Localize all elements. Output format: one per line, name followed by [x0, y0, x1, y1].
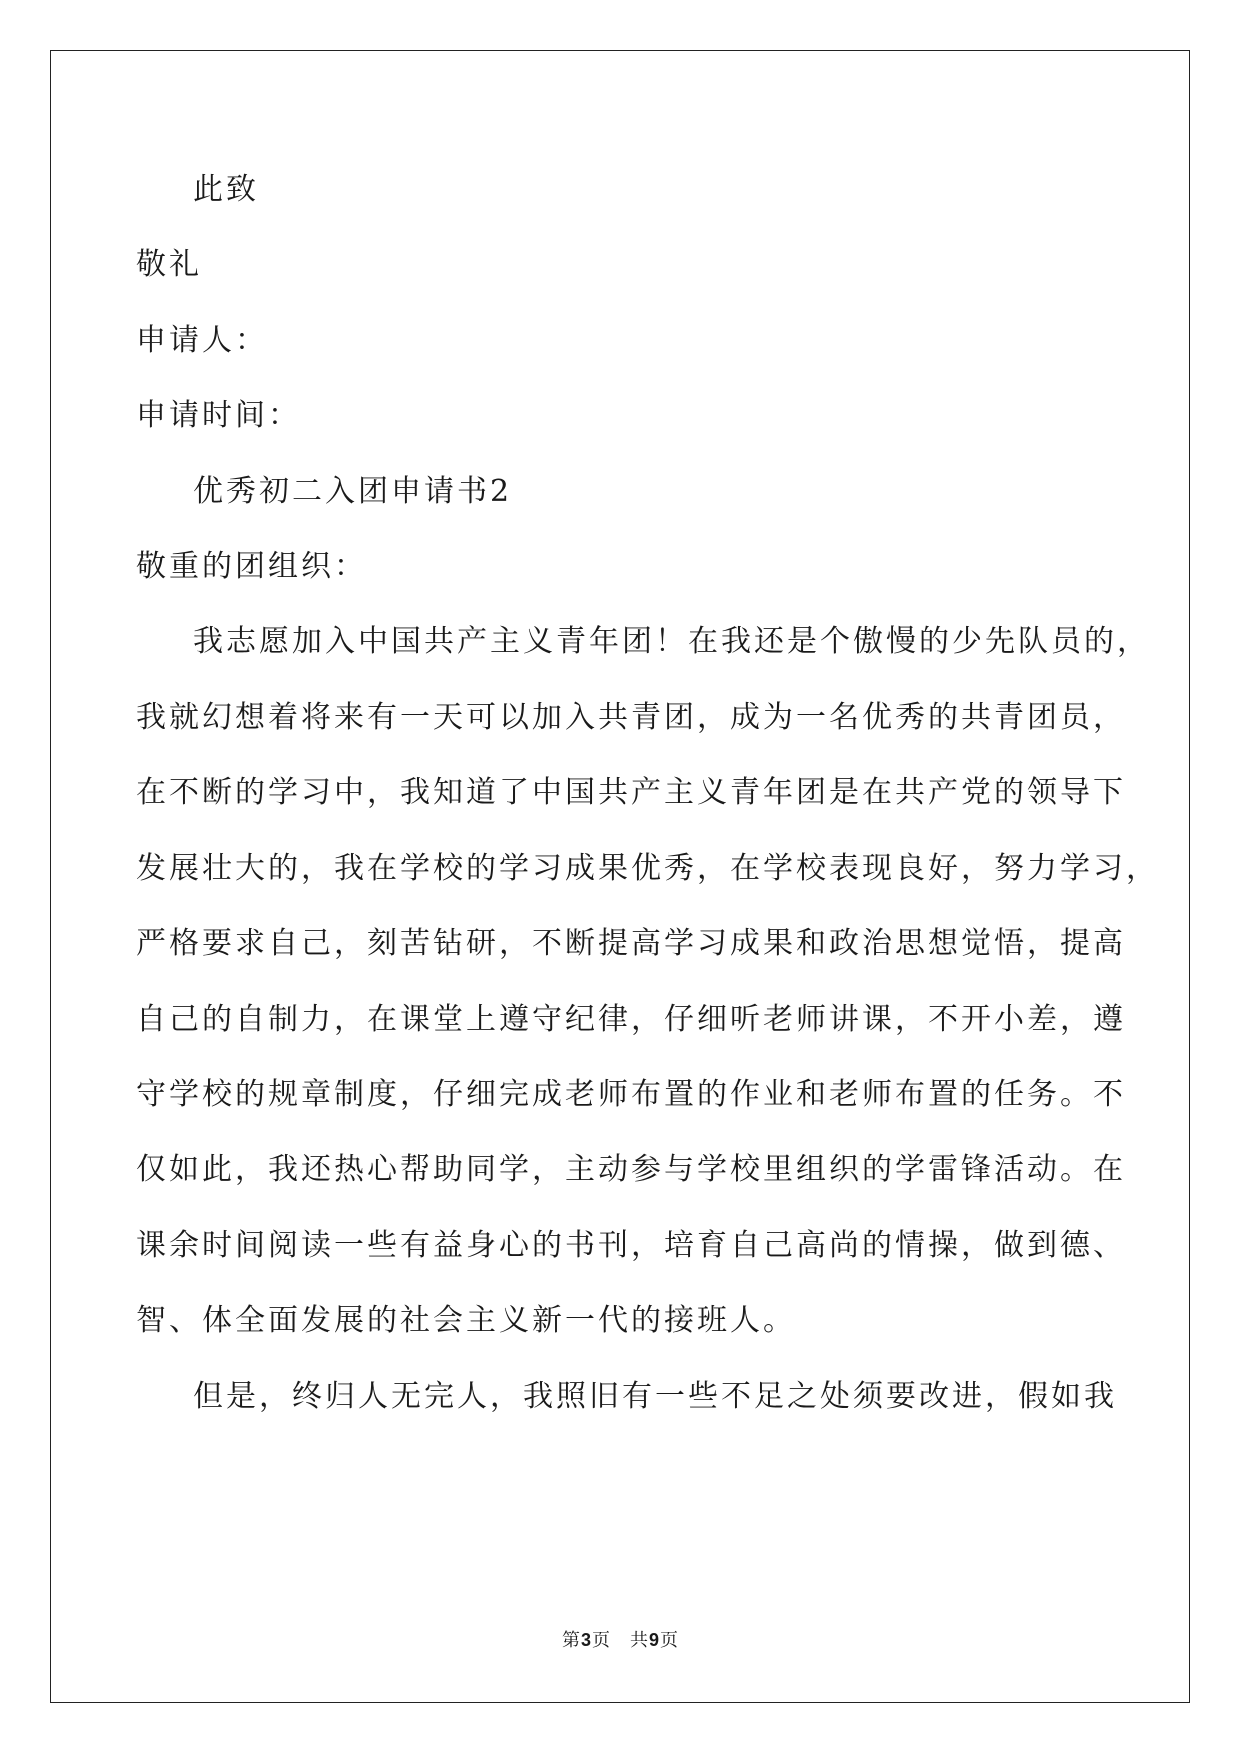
- body-text-line: 发展壮大的，我在学校的学习成果优秀，在学校表现良好，努力学习，: [136, 851, 1159, 886]
- current-page-number: 3: [580, 1630, 592, 1650]
- body-text-line: 智、体全面发展的社会主义新一代的接班人。: [136, 1303, 796, 1338]
- body-text-line: 守学校的规章制度，仔细完成老师布置的作业和老师布置的任务。不: [136, 1077, 1126, 1112]
- total-page-number: 9: [649, 1630, 661, 1650]
- body-text-line: 但是，终归人无完人，我照旧有一些不足之处须要改进，假如我: [193, 1379, 1117, 1414]
- footer-prefix: 第: [561, 1630, 581, 1651]
- applicant-label: 申请人：: [136, 323, 268, 358]
- page-number-footer: [0, 1628, 1241, 1653]
- closing-regards: 敬礼: [136, 247, 202, 282]
- application-date-label: 申请时间：: [136, 398, 301, 433]
- body-text-line: 自己的自制力，在课堂上遵守纪律，仔细听老师讲课，不开小差，遵: [136, 1002, 1126, 1037]
- body-text-line: 严格要求自己，刻苦钻研，不断提高学习成果和政治思想觉悟，提高: [136, 926, 1126, 961]
- body-text-line: 课余时间阅读一些有益身心的书刊，培育自己高尚的情操，做到德、: [136, 1228, 1126, 1263]
- closing-salutation: 此致: [193, 172, 259, 207]
- section-title: 优秀初二入团申请书2: [193, 474, 513, 509]
- body-text-line: 我志愿加入中国共产主义青年团！在我还是个傲慢的少先队员的，: [193, 624, 1150, 659]
- letter-greeting: 敬重的团组织：: [136, 549, 367, 584]
- body-text-line: 在不断的学习中，我知道了中国共产主义青年团是在共产党的领导下: [136, 775, 1126, 810]
- footer-suffix: 页: [660, 1630, 680, 1651]
- body-text-line: 仅如此，我还热心帮助同学，主动参与学校里组织的学雷锋活动。在: [136, 1152, 1126, 1187]
- body-text-line: 我就幻想着将来有一天可以加入共青团，成为一名优秀的共青团员，: [136, 700, 1126, 735]
- footer-middle: 页 共: [592, 1630, 649, 1651]
